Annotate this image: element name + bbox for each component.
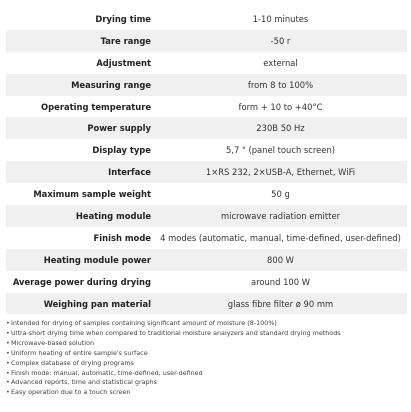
spec-value: around 100 W: [250, 276, 311, 287]
list-item: [6, 369, 408, 379]
bullet-icon: •: [6, 368, 10, 377]
spec-label: Maximum sample weight: [33, 189, 151, 200]
table-row: [6, 271, 407, 293]
spec-value: 50 g: [271, 189, 290, 200]
feature-text: Complex database of drying programs: [11, 358, 134, 367]
spec-label: Display type: [92, 145, 151, 156]
list-item: [6, 349, 408, 359]
spec-label: Interface: [6, 161, 154, 183]
feature-text: Intended for drying of samples containing significant amount of moisture (8-100%): [11, 319, 277, 327]
bullet-icon: •: [6, 388, 10, 397]
specification-table: [6, 8, 407, 314]
spec-label: Adjustment: [96, 57, 151, 68]
list-item: [6, 359, 408, 369]
bullet-icon: •: [6, 378, 10, 387]
spec-value: from 8 to 100%: [154, 74, 407, 96]
feature-text: Easy operation due to a touch screen: [11, 388, 131, 397]
table-row: [6, 96, 407, 118]
list-item: [6, 339, 408, 349]
table-row: [6, 30, 407, 52]
bullet-icon: •: [6, 348, 10, 357]
spec-label: Average power during drying: [12, 276, 151, 287]
table-row: [6, 293, 407, 315]
table-row: [6, 52, 407, 74]
bullet-icon: •: [6, 338, 10, 347]
spec-value: microwave radiation emitter: [154, 205, 407, 227]
feature-text: Ultra-short drying time when compared to traditional moisture analyzers and standard drying methods: [11, 328, 341, 337]
spec-label: Heating module power: [6, 249, 154, 271]
spec-label: Heating module: [6, 205, 154, 227]
spec-label: Weighing pan material: [6, 293, 154, 315]
spec-label: Drying time: [95, 13, 151, 24]
table-row: [6, 74, 407, 96]
list-item: [6, 319, 408, 329]
spec-label: Finish mode: [93, 232, 151, 243]
table-row: [6, 139, 407, 161]
feature-text: Advanced reports, time and statistical graphs: [11, 378, 157, 387]
table-row: [6, 183, 407, 205]
spec-value: 1×RS 232, 2×USB-A, Ethernet, WiFi: [154, 161, 407, 183]
spec-value: 1-10 minutes: [252, 13, 309, 24]
table-row: [6, 249, 407, 271]
spec-value: 4 modes (automatic, manual, time-defined, user-defined): [160, 232, 401, 243]
feature-text: Finish mode: manual, automatic, time-defined, user-defined: [11, 368, 203, 377]
table-row: [6, 227, 407, 249]
spec-label: Power supply: [6, 117, 154, 139]
table-row: [6, 205, 407, 227]
list-item: [6, 378, 408, 388]
spec-value: external: [263, 57, 298, 68]
spec-value: 800 W: [154, 249, 407, 271]
spec-value: 230B 50 Hz: [154, 117, 407, 139]
table-row: [6, 117, 407, 139]
feature-text: Uniform heating of entire sample's surface: [11, 348, 148, 357]
feature-text: Microwave-based solution: [11, 338, 94, 347]
list-item: [6, 388, 408, 398]
bullet-icon: •: [6, 319, 10, 327]
spec-value: 5,7 " (panel touch screen): [225, 145, 336, 156]
bullet-icon: •: [6, 358, 10, 367]
spec-label: Operating temperature: [41, 101, 151, 112]
spec-value: -50 r: [154, 30, 407, 52]
table-row: [6, 8, 407, 30]
spec-value: glass fibre filter ø 90 mm: [154, 293, 407, 315]
spec-value: form + 10 to +40°C: [238, 101, 323, 112]
bullet-icon: •: [6, 328, 10, 337]
feature-list: [6, 319, 408, 398]
spec-label: Tare range: [6, 30, 154, 52]
list-item: [6, 329, 408, 339]
spec-label: Measuring range: [6, 74, 154, 96]
table-row: [6, 161, 407, 183]
